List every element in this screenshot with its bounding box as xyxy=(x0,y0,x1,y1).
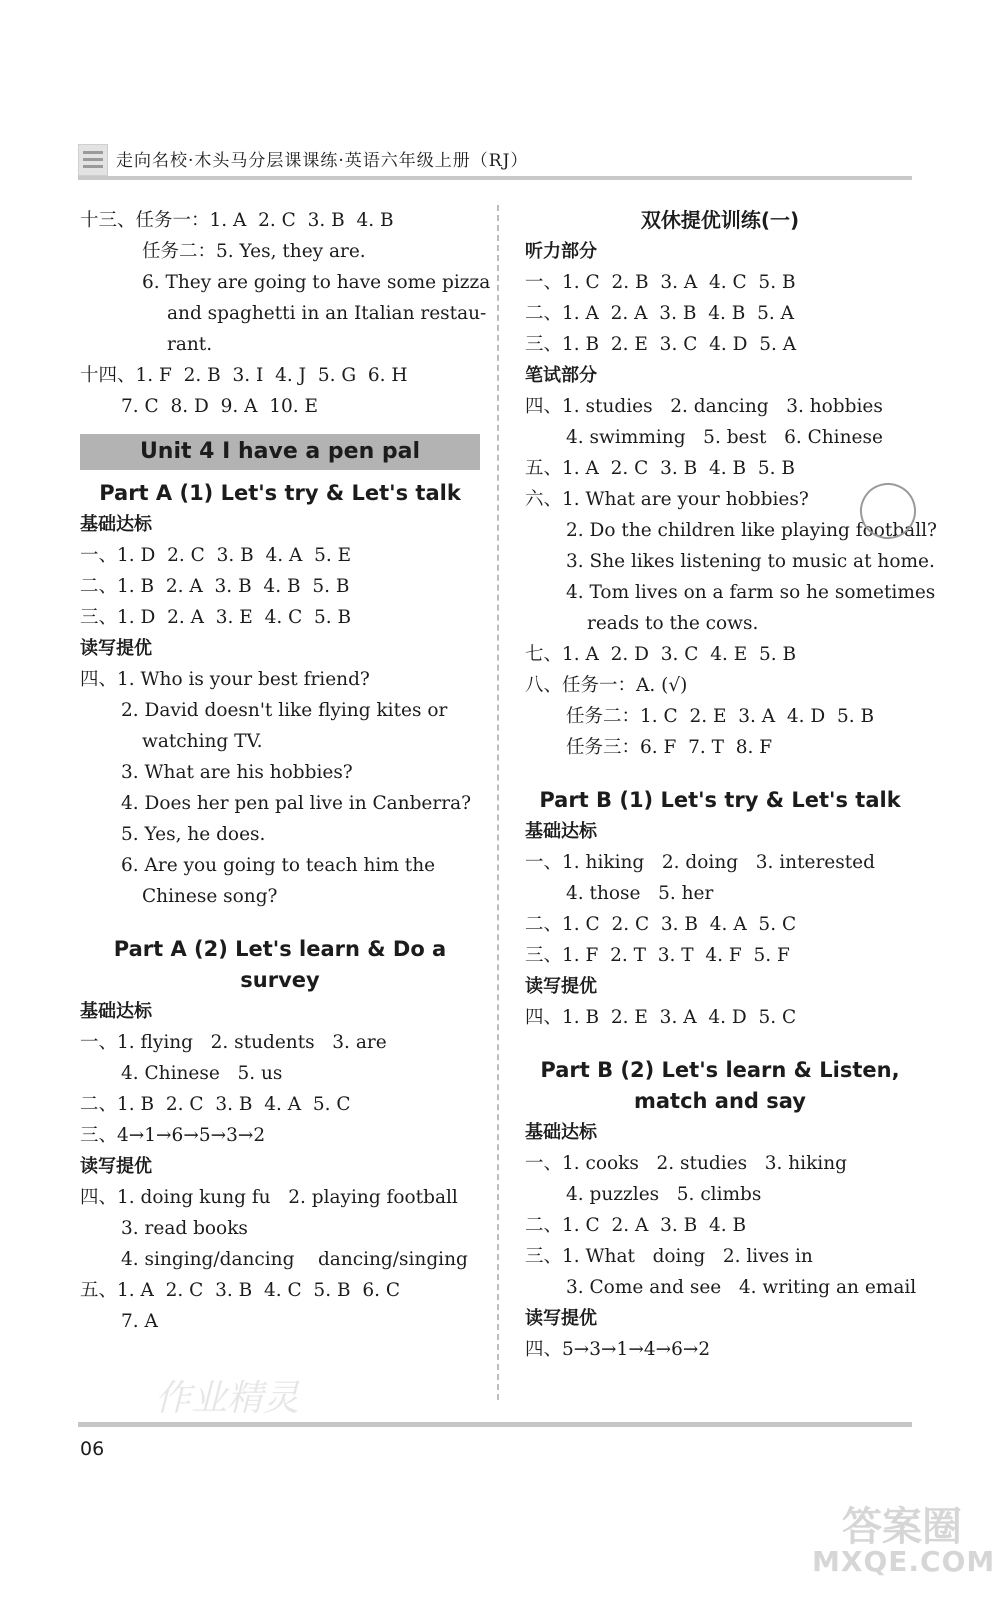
answer-line: 2. David doesn't like flying kites or xyxy=(121,700,448,721)
answer-line: 一、1. cooks 2. studies 3. hiking xyxy=(525,1153,847,1174)
answer-line: 一、1. C 2. B 3. A 4. C 5. B xyxy=(525,272,796,293)
answer-line: Chinese song? xyxy=(142,886,278,907)
answer-line: 八、任务一：A. (√) xyxy=(525,675,688,696)
answer-line: rant. xyxy=(167,334,213,355)
answer-line: 3. What are his hobbies? xyxy=(121,762,353,783)
footer-rule xyxy=(78,1422,912,1427)
header-rule xyxy=(78,176,912,180)
answer-line: 3. Come and see 4. writing an email xyxy=(566,1277,917,1298)
answer-line: 七、1. A 2. D 3. C 4. E 5. B xyxy=(525,644,797,665)
answer-line: 4. Tom lives on a farm so he sometimes xyxy=(566,582,936,603)
answer-line: 二、1. C 2. C 3. B 4. A 5. C xyxy=(525,914,797,935)
section-title: 双休提优训练(一) xyxy=(640,208,800,232)
unit-banner: Unit 4 I have a pen pal xyxy=(80,434,480,470)
answer-line: 六、1. What are your hobbies? xyxy=(525,489,809,510)
answer-line: 四、1. Who is your best friend? xyxy=(80,669,370,690)
answer-line: watching TV. xyxy=(142,731,263,752)
faint-watermark: 作业精灵 xyxy=(155,1378,300,1419)
subsection-heading: 笔试部分 xyxy=(525,365,597,386)
answer-line: 任务二：5. Yes, they are. xyxy=(142,241,366,262)
subsection-heading: 基础达标 xyxy=(80,514,152,535)
right-column xyxy=(525,205,937,1365)
answer-line: 四、5→3→1→4→6→2 xyxy=(525,1339,711,1360)
answer-line: 三、1. F 2. T 3. T 4. F 5. F xyxy=(525,945,790,966)
section-title: Part A (1) Let's try & Let's talk xyxy=(99,481,461,505)
subsection-heading: 读写提优 xyxy=(525,976,597,997)
answer-line: 四、1. B 2. E 3. A 4. D 5. C xyxy=(525,1007,797,1028)
answer-line: 4. swimming 5. best 6. Chinese xyxy=(566,427,883,448)
answer-line: 三、1. What doing 2. lives in xyxy=(525,1246,813,1267)
answer-line: 4. Chinese 5. us xyxy=(121,1063,283,1084)
watermark-logo: 答案圈 xyxy=(842,1504,962,1550)
subsection-heading: 基础达标 xyxy=(525,1122,597,1143)
answer-line: 6. Are you going to teach him the xyxy=(121,855,436,876)
watermark-url: MXQE.COM xyxy=(812,1545,996,1578)
header-title: 走向名校·木头马分层课课练·英语六年级上册（RJ） xyxy=(116,151,529,171)
answer-line: 三、4→1→6→5→3→2 xyxy=(80,1125,266,1146)
section-title: match and say xyxy=(634,1089,806,1113)
answer-line: 二、1. C 2. A 3. B 4. B xyxy=(525,1215,747,1236)
answer-line: 一、1. hiking 2. doing 3. interested xyxy=(525,852,875,873)
answer-line: 6. They are going to have some pizza xyxy=(142,272,491,293)
section-title: Part A (2) Let's learn & Do a xyxy=(113,937,447,961)
answer-line: 4. puzzles 5. climbs xyxy=(566,1184,762,1205)
answer-line: 3. read books xyxy=(121,1218,248,1239)
answer-line: 7. C 8. D 9. A 10. E xyxy=(121,396,319,417)
answer-line: 一、1. flying 2. students 3. are xyxy=(80,1032,387,1053)
answer-line: 2. Do the children like playing football? xyxy=(566,520,937,541)
answer-line: 任务三：6. F 7. T 8. F xyxy=(566,737,773,758)
subsection-heading: 读写提优 xyxy=(80,1156,152,1177)
answer-line: 4. singing/dancing dancing/singing xyxy=(121,1249,468,1270)
answer-line: 四、1. studies 2. dancing 3. hobbies xyxy=(525,396,883,417)
answer-line: 四、1. doing kung fu 2. playing football xyxy=(80,1187,458,1208)
answer-line: 三、1. B 2. E 3. C 4. D 5. A xyxy=(525,334,797,355)
left-column xyxy=(80,205,491,1337)
answer-line: reads to the cows. xyxy=(587,613,759,634)
subsection-heading: 读写提优 xyxy=(80,638,152,659)
answer-line: 4. Does her pen pal live in Canberra? xyxy=(121,793,472,814)
section-title: Part B (2) Let's learn & Listen, xyxy=(540,1058,900,1082)
column-divider xyxy=(497,205,499,1400)
answer-line: 任务二：1. C 2. E 3. A 4. D 5. B xyxy=(566,706,875,727)
answer-line: 二、1. B 2. A 3. B 4. B 5. B xyxy=(80,576,350,597)
answer-line: 五、1. A 2. C 3. B 4. B 5. B xyxy=(525,458,796,479)
answer-line: 二、1. A 2. A 3. B 4. B 5. A xyxy=(525,303,794,324)
answer-line: and spaghetti in an Italian restau- xyxy=(167,303,487,324)
answer-line: 二、1. B 2. C 3. B 4. A 5. C xyxy=(80,1094,351,1115)
answer-line: 三、1. D 2. A 3. E 4. C 5. B xyxy=(80,607,352,628)
subsection-heading: 基础达标 xyxy=(80,1001,152,1022)
page-number: 06 xyxy=(80,1438,105,1460)
answer-line: 十三、任务一：1. A 2. C 3. B 4. B xyxy=(80,210,394,231)
answer-line: 十四、1. F 2. B 3. I 4. J 5. G 6. H xyxy=(80,365,408,386)
section-title: Part B (1) Let's try & Let's talk xyxy=(539,788,901,812)
subsection-heading: 读写提优 xyxy=(525,1308,597,1329)
answer-line: 4. those 5. her xyxy=(566,883,714,904)
book-icon xyxy=(78,144,108,176)
answer-line: 一、1. D 2. C 3. B 4. A 5. E xyxy=(80,545,352,566)
answer-line: 五、1. A 2. C 3. B 4. C 5. B 6. C xyxy=(80,1280,401,1301)
subsection-heading: 听力部分 xyxy=(525,241,597,262)
section-title: survey xyxy=(240,968,320,992)
answer-line: 5. Yes, he does. xyxy=(121,824,266,845)
answer-line: 3. She likes listening to music at home. xyxy=(566,551,935,572)
subsection-heading: 基础达标 xyxy=(525,821,597,842)
answer-line: 7. A xyxy=(121,1311,158,1332)
